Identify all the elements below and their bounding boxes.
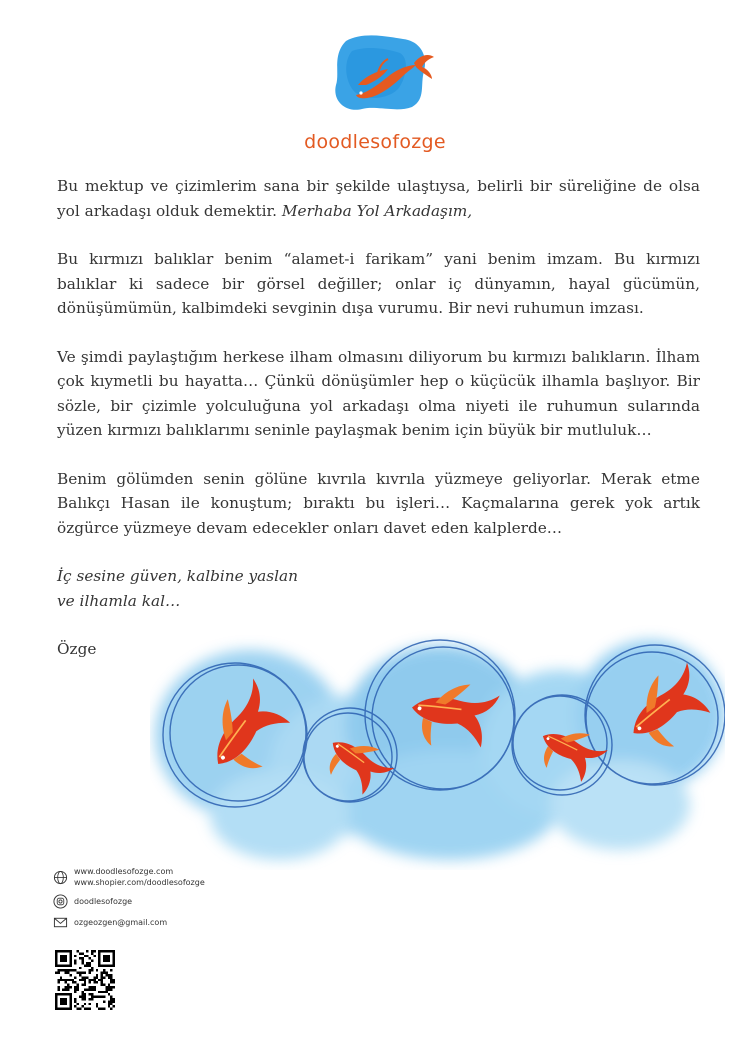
brand-logo <box>328 33 438 113</box>
mail-icon <box>53 915 68 930</box>
paragraph-1-text: Bu mektup ve çizimlerim sana bir şekilde ulaştıysa, belirli bir süreliğine de olsa yol arkadaşı olduk demektir. <box>57 177 700 220</box>
signature: Özge <box>57 640 97 658</box>
letter-body <box>57 174 700 662</box>
paragraph-2: Bu kırmızı balıklar benim “alamet-i farikam” yani benim imzam. Bu kırmızı balıklar ki sadece bir görsel değiller; onlar iç dünyamın, hayal gücümün, dönüşümümün, kalbimdeki sevginin dışa vurumu. Bir nevi ruhumun imzası. <box>57 250 700 317</box>
email-address[interactable]: ozgeozgen@gmail.com <box>74 918 168 927</box>
qr-code[interactable] <box>55 950 115 1010</box>
paragraph-4: Benim gölümden senin gölüne kıvrıla kıvrıla yüzmeye geliyorlar. Merak etme Balıkçı Hasan ile konuştum; bıraktı bu işleri… Kaçmalarına gerek yok artık özgürce yüzmeye devam edecekler onları davet eden kalplerde… <box>57 469 700 537</box>
instagram-row <box>53 894 205 909</box>
email-row <box>53 915 205 930</box>
paragraph-1 <box>57 174 700 223</box>
globe-icon <box>53 870 68 885</box>
instagram-icon <box>53 894 68 909</box>
quote-line-2: ve ilhamla kal… <box>57 591 181 610</box>
greeting: Merhaba Yol Arkadaşım, <box>281 201 473 220</box>
fish-bowls-illustration <box>150 615 725 870</box>
contact-info <box>53 866 205 936</box>
brand-name: doodlesofozge <box>304 131 446 153</box>
paragraph-3: Ve şimdi paylaştığım herkese ilham olmasını diliyorum bu kırmızı balıkların. İlham çok kıymetli bu hayatta… Çünkü dönüşümler hep o küçücük ilhamla başlıyor. Bir sözle, bir çizimle yolculuğuna yol arkadaşı olma niyeti ile ruhumun sularında yüzen kırmızı balıklarımı seninle paylaşmak benim için büyük bir mutluluk… <box>57 347 700 439</box>
closing-quote <box>57 564 700 613</box>
quote-line-1: İç sesine güven, kalbine yaslan <box>57 567 299 585</box>
website-link-2[interactable]: www.shopier.com/doodlesofozge <box>74 878 205 887</box>
website-row <box>53 866 205 888</box>
website-link-1[interactable]: www.doodlesofozge.com <box>74 867 174 876</box>
instagram-handle[interactable]: doodlesofozge <box>74 897 133 906</box>
